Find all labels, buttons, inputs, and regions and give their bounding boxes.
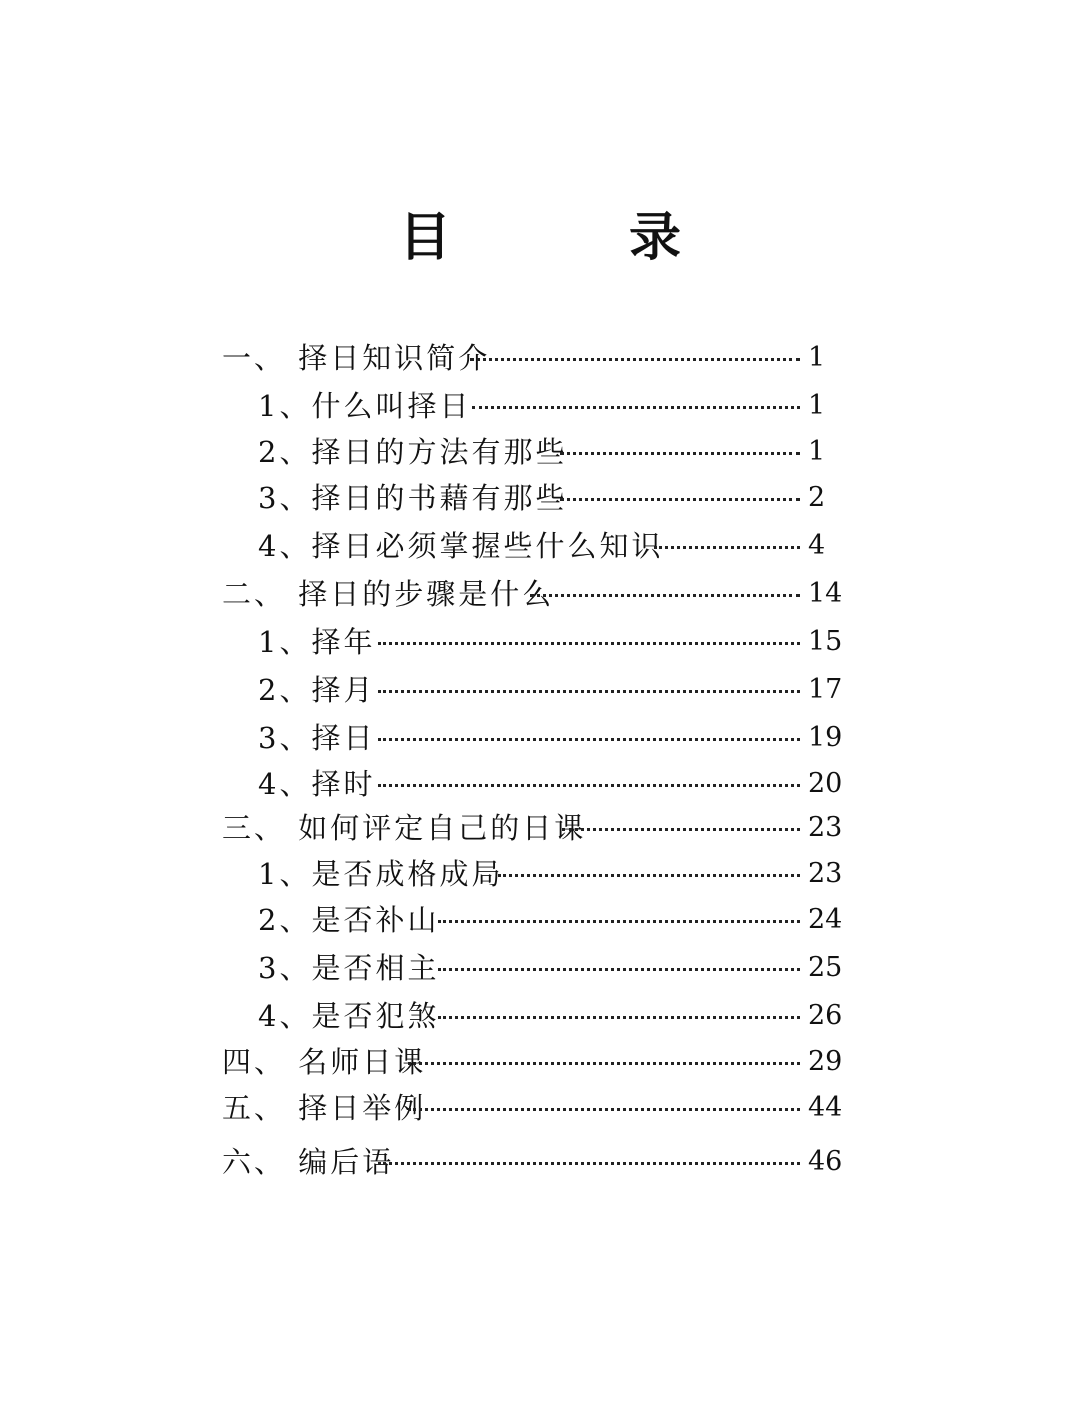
toc-entry-label: 五、 择日举例: [222, 1091, 427, 1125]
toc-entry: [0, 1042, 1080, 1082]
dot-leader: [470, 358, 800, 361]
toc-entry-page: 44: [808, 1092, 843, 1123]
dot-leader: [408, 1062, 800, 1065]
dot-leader: [562, 828, 800, 831]
dot-leader: [472, 406, 800, 409]
toc-entry-label: 3、是否相主: [258, 951, 440, 985]
toc-entry-page: 25: [808, 952, 843, 983]
dot-leader: [378, 1162, 800, 1165]
dot-leader: [408, 1108, 800, 1111]
toc-entry: [0, 574, 1080, 614]
toc-entry-label: 1、择年: [258, 625, 376, 659]
toc-entry-label: 4、是否犯煞: [258, 999, 440, 1033]
toc-entry-label: 2、择日的方法有那些: [258, 435, 568, 469]
toc-entry-page: 29: [808, 1046, 843, 1077]
toc-entry-page: 14: [808, 578, 843, 609]
toc-entry-label: 四、 名师日课: [222, 1045, 427, 1079]
dot-leader: [378, 738, 800, 741]
toc-entry: [0, 478, 1080, 518]
toc-entry-label: 1、什么叫择日: [258, 389, 472, 423]
toc-entry-page: 23: [808, 812, 843, 843]
toc-entry: [0, 948, 1080, 988]
page-title: 目 录: [398, 207, 762, 268]
toc-entry: [0, 526, 1080, 566]
toc-entry: [0, 1142, 1080, 1182]
toc-entry-page: 19: [808, 722, 843, 753]
toc-entry: [0, 996, 1080, 1036]
dot-leader: [378, 784, 800, 787]
toc-entry-page: 26: [808, 1000, 843, 1031]
toc-entry-page: 46: [808, 1146, 843, 1177]
toc-entry-label: 一、 择日知识简介: [222, 341, 491, 375]
toc-entry: [0, 386, 1080, 426]
toc-entry-page: 4: [808, 530, 826, 561]
dot-leader: [378, 690, 800, 693]
dot-leader: [378, 642, 800, 645]
toc-entry: [0, 718, 1080, 758]
toc-entry-page: 2: [808, 482, 826, 513]
toc-entry-label: 三、 如何评定自己的日课: [222, 811, 587, 845]
toc-entry-page: 23: [808, 858, 843, 889]
toc-entry-label: 2、是否补山: [258, 903, 440, 937]
toc-entry-label: 1、是否成格成局: [258, 857, 504, 891]
dot-leader: [438, 920, 800, 923]
toc-entry: [0, 670, 1080, 710]
toc-entry-page: 1: [808, 342, 826, 373]
toc-entry: [0, 1088, 1080, 1128]
toc-entry-page: 15: [808, 626, 843, 657]
toc-entry: [0, 900, 1080, 940]
toc-entry-label: 4、择日必须掌握些什么知识: [258, 529, 664, 563]
toc-entry-page: 24: [808, 904, 843, 935]
toc-entry-page: 1: [808, 390, 826, 421]
toc-entry-label: 二、 择日的步骤是什么: [222, 577, 555, 611]
dot-leader: [560, 498, 800, 501]
toc-entry: [0, 808, 1080, 848]
dot-leader: [560, 452, 800, 455]
toc-entry-page: 1: [808, 436, 826, 467]
toc-entry: [0, 854, 1080, 894]
toc-entry-label: 2、择月: [258, 673, 376, 707]
toc-entry-label: 3、择日的书藉有那些: [258, 481, 568, 515]
toc-entry-label: 4、择时: [258, 767, 376, 801]
toc-entry: [0, 622, 1080, 662]
toc-entry-page: 17: [808, 674, 843, 705]
dot-leader: [438, 968, 800, 971]
toc-entry-label: 3、择日: [258, 721, 376, 755]
toc-entry-label: 六、 编后语: [222, 1145, 395, 1179]
toc-entry: [0, 338, 1080, 378]
dot-leader: [438, 1016, 800, 1019]
dot-leader: [530, 594, 800, 597]
dot-leader: [498, 874, 800, 877]
dot-leader: [654, 546, 800, 549]
toc-entry: [0, 764, 1080, 804]
toc-entry: [0, 432, 1080, 472]
toc-entry-page: 20: [808, 768, 843, 799]
